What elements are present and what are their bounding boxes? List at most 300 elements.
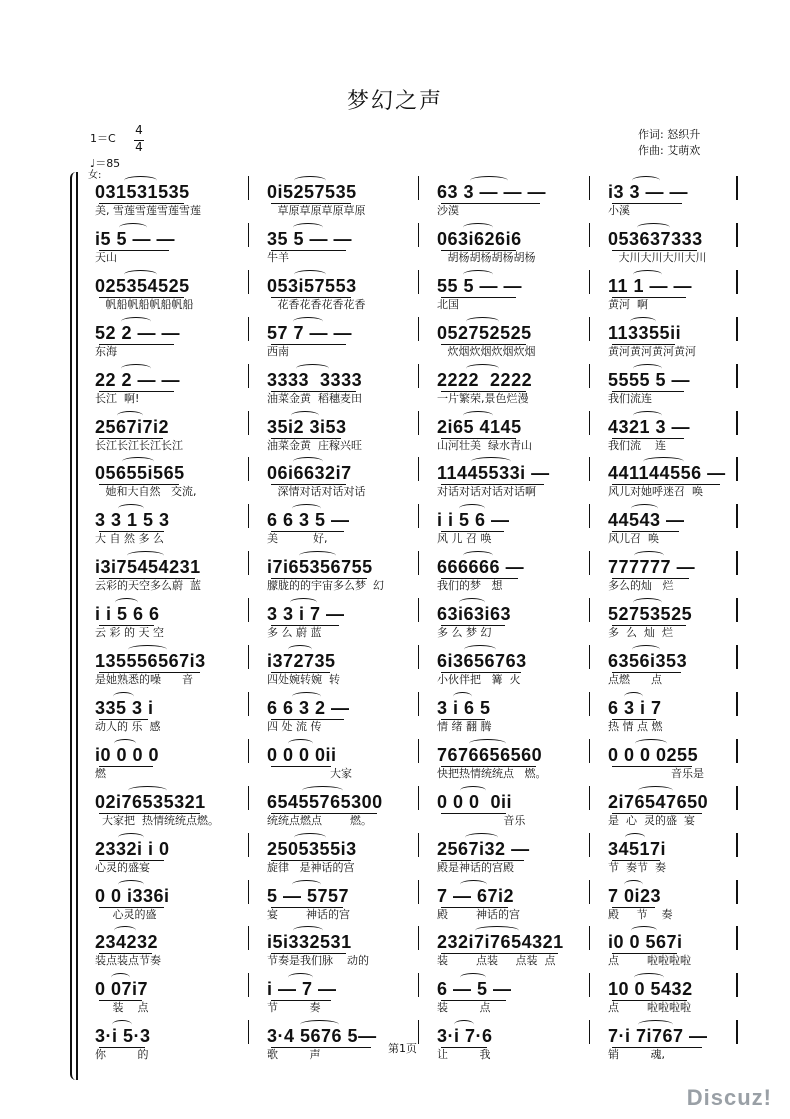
bar-line: [418, 1020, 419, 1044]
composer-credit: 作曲: 艾萌欢: [638, 144, 701, 157]
measure-notes: i — 7 —: [267, 979, 337, 999]
slur-mark: [127, 551, 164, 560]
bar-line: [736, 504, 738, 528]
slur-mark: [114, 739, 136, 748]
bar-line: [248, 973, 249, 997]
measure-notes: 0 0 i336i: [95, 886, 170, 906]
bar-line: [736, 739, 738, 763]
measure-notes: 4321 3 —: [608, 417, 691, 437]
slur-mark: [466, 364, 499, 373]
slur-mark: [638, 786, 673, 795]
bar-line: [248, 926, 249, 950]
measure-notes: 3 i 6 5: [437, 698, 491, 718]
beam-underline: [99, 766, 153, 767]
measure-notes: 0 0 0 0255: [608, 745, 699, 765]
measure-lyrics: 长江长江长江长江: [95, 439, 183, 452]
bar-line: [736, 270, 738, 294]
slur-mark: [643, 457, 684, 466]
measure-lyrics: 云 彩 的 天 空: [95, 626, 164, 639]
slur-mark: [299, 551, 336, 560]
bar-line: [736, 176, 738, 200]
bar-line: [248, 223, 249, 247]
measure-lyrics: 油菜金黄 稻穗麦田: [267, 392, 362, 405]
measure-lyrics: 天山: [95, 251, 117, 264]
bar-line: [736, 692, 738, 716]
measure-lyrics: 音乐: [437, 814, 526, 827]
measure-notes: 5 — 5757: [267, 886, 350, 906]
measure-notes: 7 0i23: [608, 886, 662, 906]
measure-lyrics: 殿 神话的宫: [437, 908, 520, 921]
bar-line: [736, 457, 738, 481]
bar-line: [589, 833, 590, 857]
measure-lyrics: 殿 节 奏: [608, 908, 673, 921]
slur-mark: [475, 926, 519, 935]
measure-lyrics: 大家: [267, 767, 352, 780]
measure-notes: 335 3 i: [95, 698, 154, 718]
bar-line: [589, 692, 590, 716]
bar-line: [248, 1020, 249, 1044]
measure-notes: 3·i 7·6: [437, 1026, 493, 1046]
bar-line: [248, 457, 249, 481]
bar-line: [248, 833, 249, 857]
slur-mark: [128, 786, 167, 795]
measure-lyrics: 北国: [437, 298, 459, 311]
slur-mark: [633, 411, 662, 420]
measure-notes: 7676656560: [437, 745, 543, 765]
slur-mark: [460, 973, 486, 982]
measure-lyrics: 她和大自然 交流,: [95, 485, 197, 498]
slur-mark: [112, 1020, 132, 1029]
measure-notes: i0 0 0 0: [95, 745, 160, 765]
measure-notes: 053i57553: [267, 276, 357, 296]
bar-line: [736, 364, 738, 388]
slur-mark: [294, 833, 326, 842]
measure-lyrics: 朦胧的的宇宙多么梦 幻: [267, 579, 384, 592]
measure-lyrics: 深情对话对话对话: [267, 485, 366, 498]
bar-line: [589, 739, 590, 763]
measure-lyrics: 节奏是我们脉 动的: [267, 954, 369, 967]
measure-lyrics: 音乐是: [608, 767, 704, 780]
bar-line: [248, 645, 249, 669]
bar-line: [589, 270, 590, 294]
measure-lyrics: 我们流连: [608, 392, 652, 405]
bar-line: [418, 598, 419, 622]
measure-notes: 2222 2222: [437, 370, 533, 390]
slur-mark: [635, 739, 667, 748]
slur-mark: [633, 598, 662, 607]
bar-line: [248, 786, 249, 810]
measure-notes: 6356i353: [608, 651, 688, 671]
measure-notes: 2i76547650: [608, 792, 709, 812]
measure-notes: 052752525: [437, 323, 532, 343]
slur-mark: [293, 457, 323, 466]
measure-lyrics: 黄河黄河黄河黄河: [608, 345, 696, 358]
slur-mark: [633, 364, 662, 373]
measure-notes: 63 3 — — —: [437, 182, 547, 202]
slur-mark: [124, 270, 157, 279]
slur-mark: [296, 364, 329, 373]
measure-lyrics: 四 处 流 传: [267, 720, 322, 733]
bar-line: [736, 880, 738, 904]
measure-lyrics: 燃: [95, 767, 106, 780]
measure-notes: 232i7i7654321: [437, 932, 564, 952]
slur-mark: [632, 176, 660, 185]
measure-lyrics: 大家把 热情统统点燃。: [95, 814, 219, 827]
measure-notes: 3·4 5676 5—: [267, 1026, 377, 1046]
measure-notes: 6 6 3 2 —: [267, 698, 350, 718]
bar-line: [248, 176, 249, 200]
measure-notes: 6 6 3 5 —: [267, 510, 350, 530]
bar-line: [248, 551, 249, 575]
measure-notes: 441144556 —: [608, 463, 726, 483]
measure-notes: 06i6632i7: [267, 463, 352, 483]
measure-notes: 22 2 — —: [95, 370, 181, 390]
bar-line: [418, 833, 419, 857]
measure-lyrics: 沙漠: [437, 204, 459, 217]
slur-mark: [469, 739, 506, 748]
bar-line: [589, 364, 590, 388]
measure-notes: i i 5 6 —: [437, 510, 510, 530]
measure-lyrics: 草原草原草原草原: [267, 204, 366, 217]
slur-mark: [118, 880, 144, 889]
measure-lyrics: 云彩的天空多么蔚 蓝: [95, 579, 201, 592]
measure-notes: 65455765300: [267, 792, 383, 812]
bar-line: [418, 504, 419, 528]
measure-lyrics: 对话对话对话对话啊: [437, 485, 536, 498]
bar-line: [589, 973, 590, 997]
bar-line: [418, 270, 419, 294]
watermark-logo: Discuz!: [686, 1085, 772, 1110]
bar-line: [736, 317, 738, 341]
bar-line: [589, 786, 590, 810]
slur-mark: [634, 973, 664, 982]
measure-notes: 57 7 — —: [267, 323, 353, 343]
measure-notes: i0 0 567i: [608, 932, 683, 952]
measure-notes: i372735: [267, 651, 336, 671]
measure-lyrics: 装 点: [437, 1001, 491, 1014]
bar-line: [248, 880, 249, 904]
slur-mark: [631, 926, 657, 935]
measure-notes: i7i65356755: [267, 557, 373, 577]
measure-lyrics: 山河壮美 绿水青山: [437, 439, 532, 452]
measure-lyrics: 东海: [95, 345, 117, 358]
measure-notes: 3 3 1 5 3: [95, 510, 170, 530]
bar-line: [418, 457, 419, 481]
bar-line: [736, 551, 738, 575]
slur-mark: [463, 223, 493, 232]
measure-lyrics: 风儿召 唤: [608, 532, 659, 545]
slur-mark: [465, 833, 498, 842]
slur-mark: [293, 317, 323, 326]
measure-notes: 6 — 5 —: [437, 979, 512, 999]
measure-notes: 2i65 4145: [437, 417, 522, 437]
slur-mark: [625, 833, 645, 842]
measure-lyrics: 花香花香花香花香: [267, 298, 366, 311]
measure-lyrics: 快把热情统统点 燃。: [437, 767, 547, 780]
bar-line: [736, 786, 738, 810]
measure-notes: 7·i 7i767 —: [608, 1026, 708, 1046]
slur-mark: [300, 1020, 339, 1029]
slur-mark: [460, 880, 487, 889]
measure-notes: 10 0 5432: [608, 979, 693, 999]
slur-mark: [294, 270, 326, 279]
bar-line: [589, 551, 590, 575]
measure-notes: 2567i7i2: [95, 417, 170, 437]
slur-mark: [624, 692, 643, 701]
measure-lyrics: 小溪: [608, 204, 630, 217]
bar-line: [248, 411, 249, 435]
bar-line: [418, 551, 419, 575]
bar-line: [418, 645, 419, 669]
bar-line: [418, 317, 419, 341]
slur-mark: [115, 598, 138, 607]
measure-notes: 34517i: [608, 839, 667, 859]
measure-notes: 234232: [95, 932, 159, 952]
measure-notes: 0 0 0 0ii: [437, 792, 513, 812]
bar-line: [248, 739, 249, 763]
bar-line: [248, 364, 249, 388]
measure-lyrics: 我们的梦 想: [437, 579, 503, 592]
bar-line: [418, 223, 419, 247]
slur-mark: [122, 457, 154, 466]
slur-mark: [288, 739, 313, 748]
voice-label: 女:: [88, 170, 102, 181]
measure-lyrics: 油菜金黄 庄稼兴旺: [267, 439, 362, 452]
measure-notes: i5i332531: [267, 932, 352, 952]
bar-line: [589, 1020, 590, 1044]
measure-lyrics: 风 儿 召 唤: [437, 532, 492, 545]
slur-mark: [624, 880, 643, 889]
bar-line: [248, 598, 249, 622]
slur-mark: [470, 176, 508, 185]
measure-notes: i5 5 — —: [95, 229, 176, 249]
bar-line: [418, 739, 419, 763]
bar-line: [248, 692, 249, 716]
measure-lyrics: 牛羊: [267, 251, 289, 264]
bar-line: [248, 270, 249, 294]
measure-notes: 2567i32 —: [437, 839, 530, 859]
slur-mark: [471, 457, 511, 466]
measure-lyrics: 多 么 蔚 蓝: [267, 626, 322, 639]
measure-lyrics: 节 奏节 奏: [608, 861, 666, 874]
bar-line: [736, 645, 738, 669]
measure-notes: 053637333: [608, 229, 703, 249]
bar-line: [418, 176, 419, 200]
measure-lyrics: 胡杨胡杨胡杨胡杨: [437, 251, 536, 264]
bar-line: [418, 364, 419, 388]
measure-lyrics: 装 点装 点装 点: [437, 954, 556, 967]
slur-mark: [466, 317, 499, 326]
measure-lyrics: 点燃 点: [608, 673, 662, 686]
measure-notes: i3 3 — —: [608, 182, 689, 202]
slur-mark: [113, 692, 134, 701]
measure-lyrics: 多么的灿 烂: [608, 579, 674, 592]
measure-lyrics: 销 魂,: [608, 1048, 665, 1061]
measure-notes: 35 5 — —: [267, 229, 353, 249]
slur-mark: [463, 551, 493, 560]
slur-mark: [634, 551, 664, 560]
bar-line: [589, 880, 590, 904]
bar-line: [589, 926, 590, 950]
bar-line: [589, 223, 590, 247]
slur-mark: [460, 786, 486, 795]
measure-notes: 5555 5 —: [608, 370, 691, 390]
measure-notes: 35i2 3i53: [267, 417, 347, 437]
slur-mark: [118, 504, 144, 513]
measure-notes: 0 0 0 0ii: [267, 745, 337, 765]
measure-lyrics: 统统点燃点 燃。: [267, 814, 372, 827]
measure-notes: 3333 3333: [267, 370, 363, 390]
measure-lyrics: 长江 啊!: [95, 392, 140, 405]
bar-line: [736, 223, 738, 247]
bar-line: [736, 926, 738, 950]
measure-notes: 2332i i 0: [95, 839, 170, 859]
bar-line: [589, 411, 590, 435]
measure-lyrics: 黄河 啊: [608, 298, 648, 311]
slur-mark: [293, 926, 323, 935]
measure-lyrics: 你 的: [95, 1048, 149, 1061]
bar-line: [418, 973, 419, 997]
bar-line: [589, 317, 590, 341]
bar-line: [589, 598, 590, 622]
slur-mark: [288, 973, 313, 982]
measure-notes: i3i75454231: [95, 557, 201, 577]
measure-lyrics: 炊烟炊烟炊烟炊烟: [437, 345, 536, 358]
time-signature-top: 4: [135, 123, 143, 137]
slur-mark: [302, 786, 343, 795]
measure-notes: 063i626i6: [437, 229, 522, 249]
slur-mark: [292, 692, 321, 701]
measure-notes: 0i5257535: [267, 182, 357, 202]
measure-lyrics: 心灵的盛: [95, 908, 157, 921]
measure-lyrics: 装 点: [95, 1001, 149, 1014]
measure-notes: 44543 —: [608, 510, 685, 530]
slur-mark: [118, 833, 144, 842]
bar-line: [248, 317, 249, 341]
measure-lyrics: 多 么 灿 烂: [608, 626, 673, 639]
bar-line: [589, 504, 590, 528]
slur-mark: [117, 411, 143, 420]
bar-line: [736, 598, 738, 622]
measure-notes: 3·i 5·3: [95, 1026, 151, 1046]
measure-lyrics: 是 心 灵的盛 宴: [608, 814, 695, 827]
measure-notes: 11445533i —: [437, 463, 550, 483]
measure-notes: 52753525: [608, 604, 693, 624]
slur-mark: [290, 598, 317, 607]
bar-line: [736, 411, 738, 435]
bar-line: [589, 176, 590, 200]
slur-mark: [121, 364, 151, 373]
bar-line: [589, 457, 590, 481]
slur-mark: [121, 317, 151, 326]
slur-mark: [111, 973, 130, 982]
song-title: 梦幻之声: [346, 89, 443, 114]
bar-line: [418, 786, 419, 810]
slur-mark: [632, 645, 660, 654]
slur-mark: [119, 223, 147, 232]
measure-notes: 7 — 67i2: [437, 886, 515, 906]
bar-line: [736, 1020, 738, 1044]
slur-mark: [459, 504, 485, 513]
measure-lyrics: 热 情 点 燃: [608, 720, 663, 733]
measure-notes: 11 1 — —: [608, 276, 693, 296]
page-number: 第1页: [388, 1042, 417, 1055]
slur-mark: [293, 223, 323, 232]
bar-line: [736, 973, 738, 997]
measure-lyrics: 一片繁荣,景色烂漫: [437, 392, 529, 405]
measure-lyrics: 是她熟悉的噪 音: [95, 673, 193, 686]
measure-lyrics: 心灵的盛宴: [95, 861, 150, 874]
slur-mark: [633, 270, 662, 279]
slur-mark: [291, 411, 319, 420]
measure-notes: 135556567i3: [95, 651, 206, 671]
bar-line: [248, 504, 249, 528]
measure-lyrics: 殿是神话的宫殿: [437, 861, 514, 874]
measure-lyrics: 美 好,: [267, 532, 328, 545]
measure-lyrics: 节 奏: [267, 1001, 321, 1014]
slur-mark: [128, 645, 167, 654]
measure-lyrics: 大 自 然 多 么: [95, 532, 164, 545]
measure-lyrics: 旋律 是神话的宫: [267, 861, 355, 874]
measure-lyrics: 风儿对她呼迷召 唤: [608, 485, 703, 498]
slur-mark: [453, 692, 472, 701]
measure-lyrics: 动人的 乐 感: [95, 720, 161, 733]
measure-notes: 6 3 i 7: [608, 698, 662, 718]
measure-lyrics: 帆船帆船帆船帆船: [95, 298, 194, 311]
measure-notes: 52 2 — —: [95, 323, 181, 343]
measure-lyrics: 装点装点节奏: [95, 954, 161, 967]
slur-mark: [292, 880, 321, 889]
measure-notes: 05655i565: [95, 463, 185, 483]
slur-mark: [459, 598, 485, 607]
slur-mark: [292, 504, 321, 513]
measure-lyrics: 美, 雪莲雪莲雪莲雪莲: [95, 204, 201, 217]
slur-mark: [638, 1020, 673, 1029]
lyricist-credit: 作词: 怒织升: [638, 128, 701, 141]
slur-mark: [630, 317, 656, 326]
measure-lyrics: 点 啦啦啦啦: [608, 1001, 691, 1014]
slur-mark: [464, 645, 496, 654]
slur-mark: [288, 645, 312, 654]
system-brace: [70, 172, 80, 1080]
measure-lyrics: 多 么 梦 幻: [437, 626, 492, 639]
bar-line: [418, 411, 419, 435]
slur-mark: [631, 504, 658, 513]
measure-lyrics: 我们流 连: [608, 439, 666, 452]
slur-mark: [124, 176, 157, 185]
measure-notes: 3 3 i 7 —: [267, 604, 345, 624]
slur-mark: [114, 926, 136, 935]
measure-lyrics: 让 我: [437, 1048, 491, 1061]
bar-line: [736, 833, 738, 857]
measure-lyrics: 点 啦啦啦啦: [608, 954, 691, 967]
measure-lyrics: 小伙伴把 篝 火: [437, 673, 521, 686]
measure-lyrics: 宴 神话的宫: [267, 908, 350, 921]
bar-line: [418, 692, 419, 716]
slur-mark: [294, 176, 326, 185]
time-signature-bottom: 4: [135, 140, 143, 154]
system-brace-line: [76, 172, 78, 1080]
slur-mark: [454, 1020, 474, 1029]
bar-line: [418, 926, 419, 950]
measure-lyrics: 西南: [267, 345, 289, 358]
key-signature: 1＝C: [90, 132, 116, 145]
measure-lyrics: 大川大川大川大川: [608, 251, 707, 264]
measure-notes: 031531535: [95, 182, 190, 202]
measure-notes: 6i3656763: [437, 651, 527, 671]
measure-notes: 113355ii: [608, 323, 682, 343]
measure-notes: 025354525: [95, 276, 190, 296]
